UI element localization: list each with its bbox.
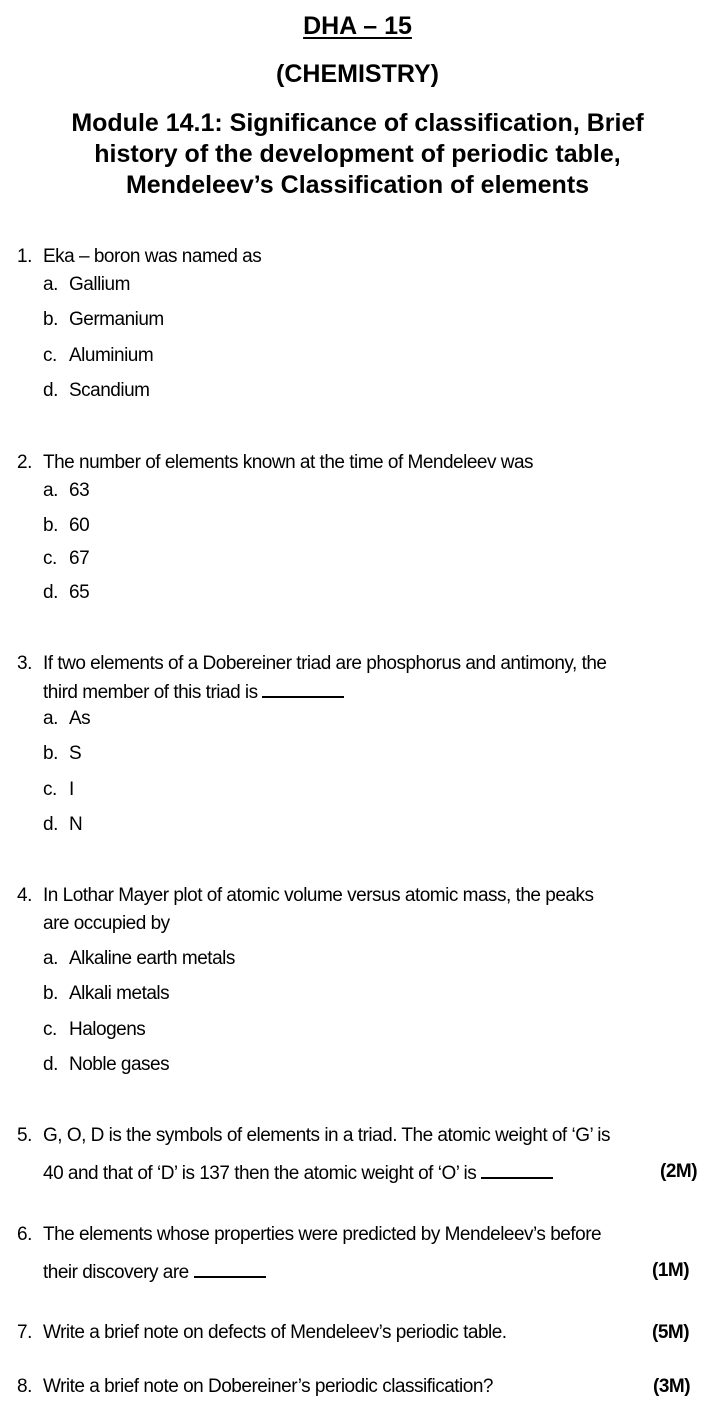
option bbox=[43, 309, 164, 331]
question-number: 6. bbox=[17, 1224, 32, 1245]
question-text-line: third member of this triad is bbox=[43, 682, 258, 703]
question-text: If two elements of a Dobereiner triad are phosphorus and antimony, the bbox=[43, 653, 607, 674]
marks-label: (3M) bbox=[653, 1376, 691, 1397]
option-label: a. bbox=[43, 274, 58, 295]
option bbox=[43, 274, 130, 296]
question-text: are occupied by bbox=[43, 913, 170, 934]
marks-label: (1M) bbox=[652, 1260, 690, 1281]
option-text: Halogens bbox=[69, 1019, 146, 1040]
option-label: c. bbox=[43, 345, 57, 366]
marks-label: (5M) bbox=[652, 1322, 690, 1343]
subject-heading: (CHEMISTRY) bbox=[276, 60, 439, 88]
option-label: d. bbox=[43, 380, 58, 401]
option bbox=[43, 345, 153, 367]
option-text: 65 bbox=[69, 582, 90, 603]
option bbox=[43, 779, 74, 801]
option-text: 63 bbox=[69, 480, 90, 501]
option-label: a. bbox=[43, 948, 58, 969]
option-text: Aluminium bbox=[69, 345, 154, 366]
answer-blank[interactable] bbox=[262, 680, 344, 698]
option-label: a. bbox=[43, 708, 58, 729]
option-label: d. bbox=[43, 582, 58, 603]
question-text: The elements whose properties were predicted by Mendeleev’s before bbox=[43, 1224, 602, 1245]
question-text bbox=[43, 1260, 266, 1284]
option bbox=[43, 1054, 169, 1076]
option-text: Gallium bbox=[69, 274, 130, 295]
option-label: b. bbox=[43, 983, 58, 1004]
question-text: In Lothar Mayer plot of atomic volume versus atomic mass, the peaks bbox=[43, 885, 594, 906]
question-text: Write a brief note on Dobereiner’s periodic classification? bbox=[43, 1376, 493, 1397]
option bbox=[43, 983, 169, 1005]
option bbox=[43, 515, 89, 537]
option-text: Noble gases bbox=[69, 1054, 170, 1075]
question-text: Eka – boron was named as bbox=[43, 246, 262, 267]
option-label: d. bbox=[43, 814, 58, 835]
option-text: Alkaline earth metals bbox=[69, 948, 235, 969]
question-text: G, O, D is the symbols of elements in a triad. The atomic weight of ‘G’ is bbox=[43, 1125, 611, 1146]
option-label: c. bbox=[43, 548, 57, 569]
module-heading-line: Module 14.1: Significance of classification, Brief bbox=[71, 109, 644, 137]
option bbox=[43, 814, 82, 836]
document-title: DHA – 15 bbox=[303, 12, 412, 40]
option-label: b. bbox=[43, 743, 58, 764]
option bbox=[43, 743, 81, 765]
question-text bbox=[43, 680, 344, 704]
question-number: 5. bbox=[17, 1125, 32, 1146]
module-heading-line: Mendeleev’s Classification of elements bbox=[125, 171, 590, 199]
option-text: I bbox=[69, 779, 74, 800]
question-text: The number of elements known at the time of Mendeleev was bbox=[43, 452, 534, 473]
option-text: 60 bbox=[69, 515, 90, 536]
question-text: Write a brief note on defects of Mendeleev’s periodic table. bbox=[43, 1322, 507, 1343]
question-number: 8. bbox=[17, 1376, 32, 1397]
option-text: Alkali metals bbox=[69, 983, 170, 1004]
marks-label: (2M) bbox=[660, 1161, 698, 1182]
question-number: 1. bbox=[17, 246, 32, 267]
option bbox=[43, 380, 150, 402]
option bbox=[43, 582, 89, 604]
question-text-line: their discovery are bbox=[43, 1262, 189, 1283]
option-text: S bbox=[69, 743, 82, 764]
question-number: 3. bbox=[17, 653, 32, 674]
option-label: c. bbox=[43, 779, 57, 800]
option-label: b. bbox=[43, 309, 58, 330]
option-label: a. bbox=[43, 480, 58, 501]
answer-blank[interactable] bbox=[481, 1161, 553, 1179]
option-label: b. bbox=[43, 515, 58, 536]
module-heading-line: history of the development of periodic table, bbox=[94, 140, 621, 168]
question-number: 2. bbox=[17, 452, 32, 473]
option bbox=[43, 548, 89, 570]
option-text: Scandium bbox=[69, 380, 150, 401]
question-text bbox=[43, 1161, 553, 1185]
question-text-line: 40 and that of ‘D’ is 137 then the atomic weight of ‘O’ is bbox=[43, 1163, 477, 1184]
option-label: c. bbox=[43, 1019, 57, 1040]
option-text: N bbox=[69, 814, 83, 835]
option bbox=[43, 480, 89, 502]
option-label: d. bbox=[43, 1054, 58, 1075]
option-text: Germanium bbox=[69, 309, 164, 330]
option bbox=[43, 1019, 145, 1041]
option bbox=[43, 948, 235, 970]
question-number: 7. bbox=[17, 1322, 32, 1343]
module-heading bbox=[0, 108, 715, 201]
question-number: 4. bbox=[17, 885, 32, 906]
option-text: 67 bbox=[69, 548, 90, 569]
option-text: As bbox=[69, 708, 91, 729]
answer-blank[interactable] bbox=[194, 1260, 266, 1278]
option bbox=[43, 708, 90, 730]
